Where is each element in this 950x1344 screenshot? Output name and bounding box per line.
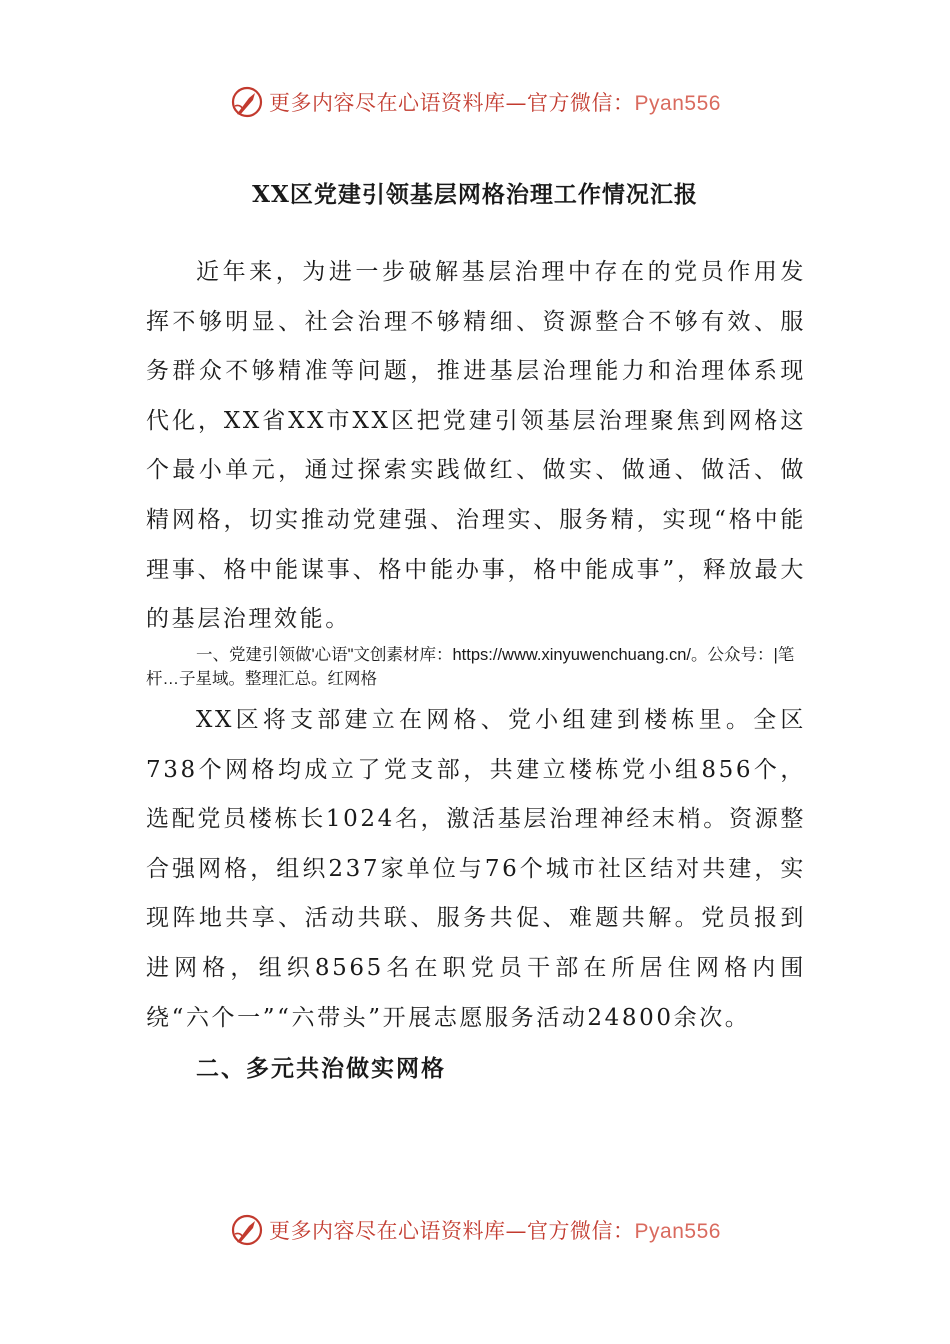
pen-logo-icon (229, 1212, 265, 1248)
header-banner (0, 82, 950, 122)
footer-banner (0, 1210, 950, 1250)
banner-handle: Pyan556 (634, 92, 721, 115)
banner-label: 更多内容尽在心语资料库—官方微信： (269, 91, 635, 115)
banner-text (269, 1215, 721, 1245)
banner-handle: Pyan556 (634, 1220, 721, 1243)
document-title: XX区党建引领基层网格治理工作情况汇报 (252, 181, 698, 208)
banner-text (269, 87, 721, 117)
section-2-heading: 二、多元共治做实网格 (196, 1055, 446, 1082)
banner-label: 更多内容尽在心语资料库—官方微信： (269, 1219, 635, 1243)
intro-paragraph: 近年来，为进一步破解基层治理中存在的党员作用发挥不够明显、社会治理不够精细、资源整合不够有效、服务群众不够精准等问题，推进基层治理能力和治理体系现代化，XX省XX市XX区把党建引领基层治理聚焦到网格这个最小单元，通过探索实践做红、做实、做通、做活、做精网格，切实推动党建强、治理实、服务精，实现“格中能理事、格中能谋事、格中能办事，格中能成事”，释放最大的基层治理效能。 (146, 259, 806, 633)
section-1-note: 一、党建引领做'心语"文创素材库：https://www.xinyuwenchuang.cn/。公众号：|笔杆…子星域。整理汇总。红网格 (146, 646, 795, 688)
section-1-paragraph: XX区将支部建立在网格、党小组建到楼栋里。全区738个网格均成立了党支部，共建立楼栋党小组856个，选配党员楼栋长1024名，激活基层治理神经末梢。资源整合强网格，组织237家单位与76个城市社区结对共建，实现阵地共享、活动共联、服务共促、难题共解。党员报到进网格，组织8565名在职党员干部在所居住网格内围绕“六个一”“六带头”开展志愿服务活动24800余次。 (146, 707, 806, 1031)
pen-logo-icon (229, 84, 265, 120)
